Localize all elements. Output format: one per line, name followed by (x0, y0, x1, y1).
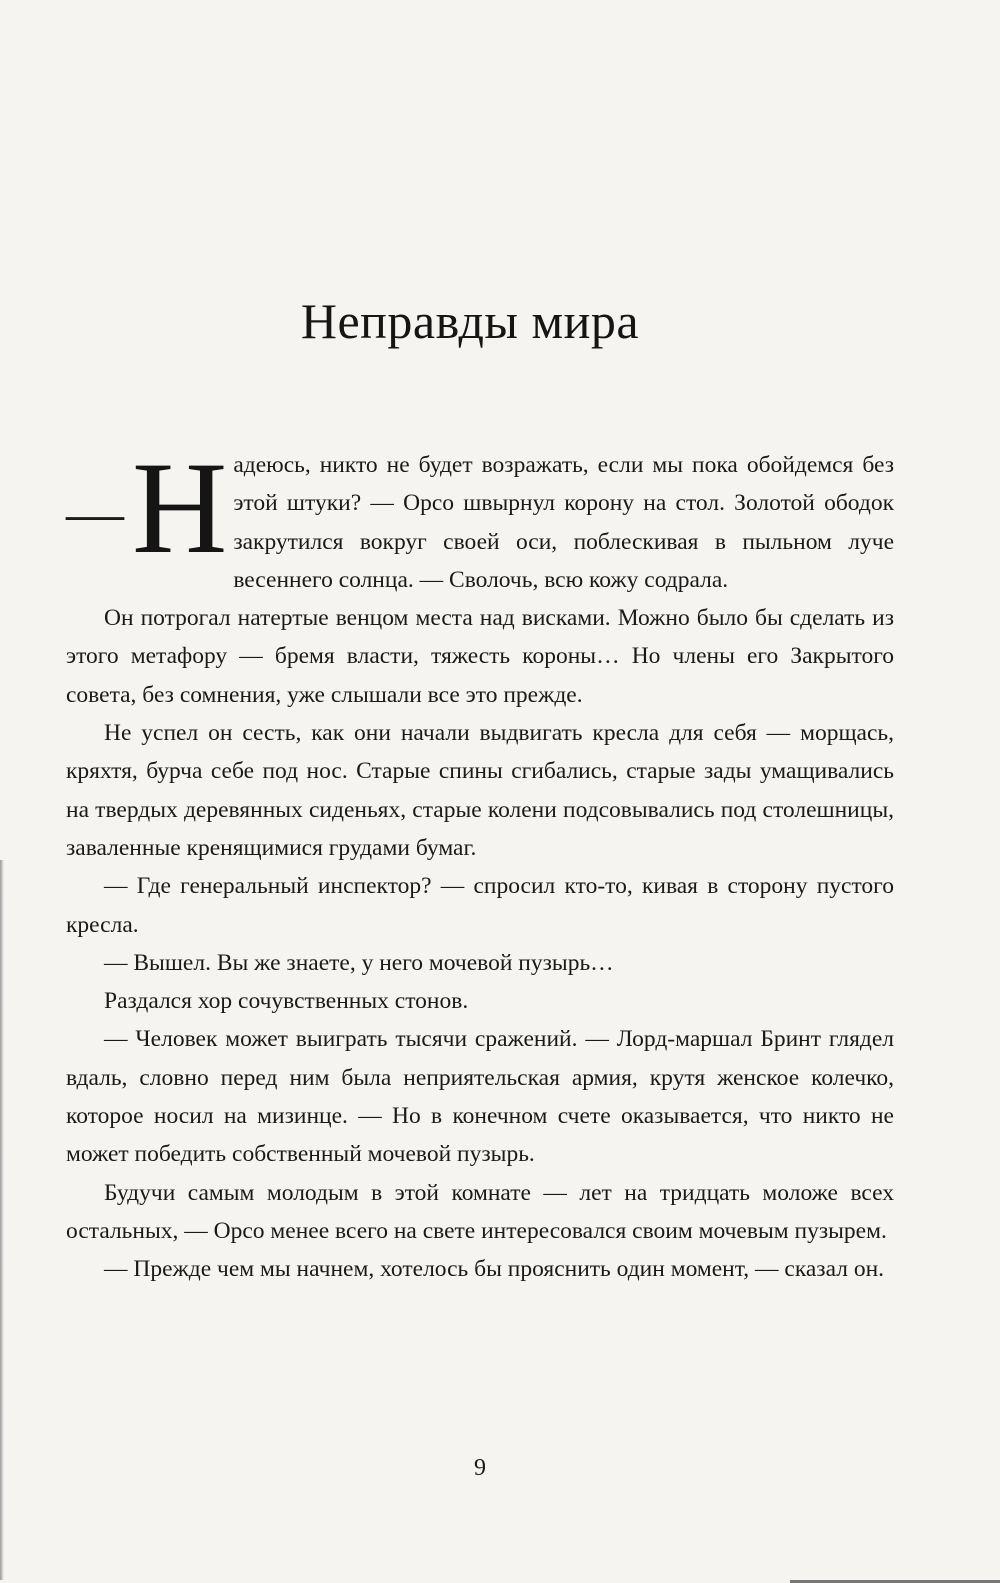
paragraph-5: — Вышел. Вы же знаете, у него мочевой пузырь… (104, 949, 614, 976)
paragraph-7: — Человек может выиграть тысячи сражений. — Лорд-маршал Бринт глядел вдаль, словно перед ним была неприятельская армия, крутя женское колечко, которое носил на мизинце. — Но в конечном счете оказывается, что никто не может победить собственный мочевой пузырь. (66, 1026, 894, 1168)
paragraph-4: — Где генеральный инспектор? — спросил кто-то, кивая в сторону пустого кресла. (66, 873, 894, 938)
paragraph-3: Не успел он сесть, как они начали выдвигать кресла для себя — морщась, кряхтя, бурча себе под нос. Старые спины сгибались, старые зады умащивались на твердых деревянных сиденьях, старые колени подсовывались под столешницы, заваленные кренящимися грудами бумаг. (66, 720, 894, 861)
drop-cap-dash: — (66, 480, 124, 545)
drop-cap-letter: Н (132, 433, 228, 581)
paragraph-2: Он потрогал натертые венцом места над висками. Можно было бы сделать из этого метафору — бремя власти, тяжесть короны… Но члены его Закрытого совета, без сомнения, уже слышали все это прежде. (66, 605, 894, 708)
paragraph-9: — Прежде чем мы начнем, хотелось бы прояснить один момент, — сказал он. (104, 1256, 885, 1283)
paragraph-1 (66, 433, 894, 599)
paragraph-8: Будучи самым молодым в этой комнате — лет на тридцать моложе всех остальных, — Орсо менее всего на свете интересовался своим мочевым пузырем. (66, 1179, 894, 1244)
paragraph-text: адеюсь, никто не будет возражать, если мы пока обойдемся без этой штуки? — Орсо швырнул корону на стол. Золотой ободок закрутился вокруг своей оси, поблескивая в пыльном луче весеннего солнца. — Сволочь, всю кожу содрала. (233, 452, 894, 593)
chapter-body (66, 433, 894, 1289)
drop-cap (66, 433, 228, 581)
paragraph-6: Раздался хор сочувственных стонов. (104, 988, 469, 1015)
page-number: 9 (474, 1455, 486, 1481)
chapter-title: Неправды мира (300, 293, 640, 349)
